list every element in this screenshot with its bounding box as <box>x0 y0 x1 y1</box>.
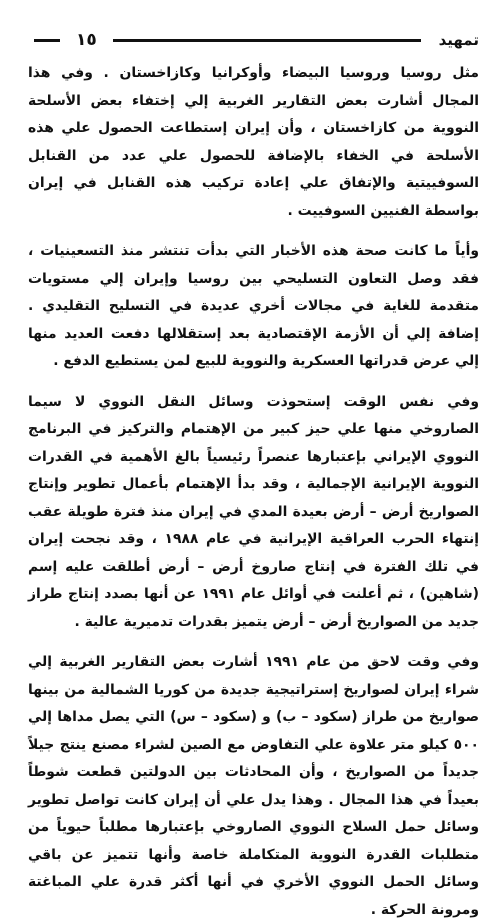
running-header <box>28 26 479 54</box>
chapter-title: تمهيد <box>438 31 479 49</box>
header-rule <box>113 39 421 42</box>
paragraph-3: وفي نفس الوقت إستحوذت وسائل النقل النووي لا سيما الصاروخي منها علي حيز كبير من الإهتمام والتركيز في البرنامج النووي الإيراني بإعتبارها عنصراً رئيسياً بالغ الأهمية في القدرات النووية الإيرانية الإجمالية ، وقد بدأ الإهتمام بأعمال تطوير وإنتاج الصواريخ أرض – أرض بعيدة المدي في إيران منذ فترة طويلة عقب إنتهاء الحرب العراقية الإيرانية في عام ١٩٨٨ ، وقد نجحت إيران في تلك الفترة في إنتاج صاروخ أرض – أرض أطلقت عليه إسم (شاهين) ، ثم أعلنت في أوائل عام ١٩٩١ عن أنها بصدد إنتاج طراز جديد من الصواريخ أرض – أرض يتميز بقدرات تدميرية عالية . <box>28 393 479 630</box>
page-body <box>28 60 479 924</box>
paragraph-4: وفي وقت لاحق من عام ١٩٩١ أشارت بعض التقارير الغربية إلي شراء إيران لصواريخ إستراتيجية جديدة من كوريا الشمالية من بينها صواريخ من طراز (سكود – ب) و (سكود – س) التي يصل مداها إلي ٥٠٠ كيلو متر علاوة علي التفاوض مع الصين لشراء مصنع ينتج جيلاً جديداً من الصواريخ ، وأن المحادثات بين الدولتين قطعت شوطاً بعيداً في هذا المجال . وهذا يدل علي أن إيران كانت تواصل تطوير وسائل حمل السلاح النووي الصاروخي بإعتبارها مطلباً حيوياً من متطلبات القدرة النووية المتكاملة خاصة وأنها تتميز عن باقي وسائل الحمل النووي الأخري في أنها أكثر قدرة علي المباغتة ومرونة الحركة . <box>28 654 479 918</box>
paragraph-1: مثل روسيا وروسيا البيضاء وأوكرانيا وكازاخستان . وفي هذا المجال أشارت بعض التقارير الغربية إلي إختفاء بعض الأسلحة النووية من كازاخستان ، وأن إيران إستطاعت الحصول علي هذه الأسلحة في الخفاء بالإضافة للحصول علي عدد من القنابل السوفييتية والإتفاق علي إعادة تركيب هذه القنابل في إيران بواسطة الفنيين السوفييت . <box>28 65 479 219</box>
paragraph-2: وأياً ما كانت صحة هذه الأخبار التي بدأت تنتشر منذ التسعينيات ، فقد وصل التعاون التسليحي بين روسيا وإيران إلي مستويات متقدمة للغاية في مجالات أخري عديدة في التسليح التقليدي . إضافة إلي أن الأزمة الإقتصادية بعد إستقلالها دفعت العديد منها إلي عرض قدراتها العسكرية والنووية للبيع لمن يستطيع الدفع . <box>28 243 479 369</box>
page-number: ١٥ <box>76 30 97 50</box>
header-rule-short <box>34 39 60 42</box>
